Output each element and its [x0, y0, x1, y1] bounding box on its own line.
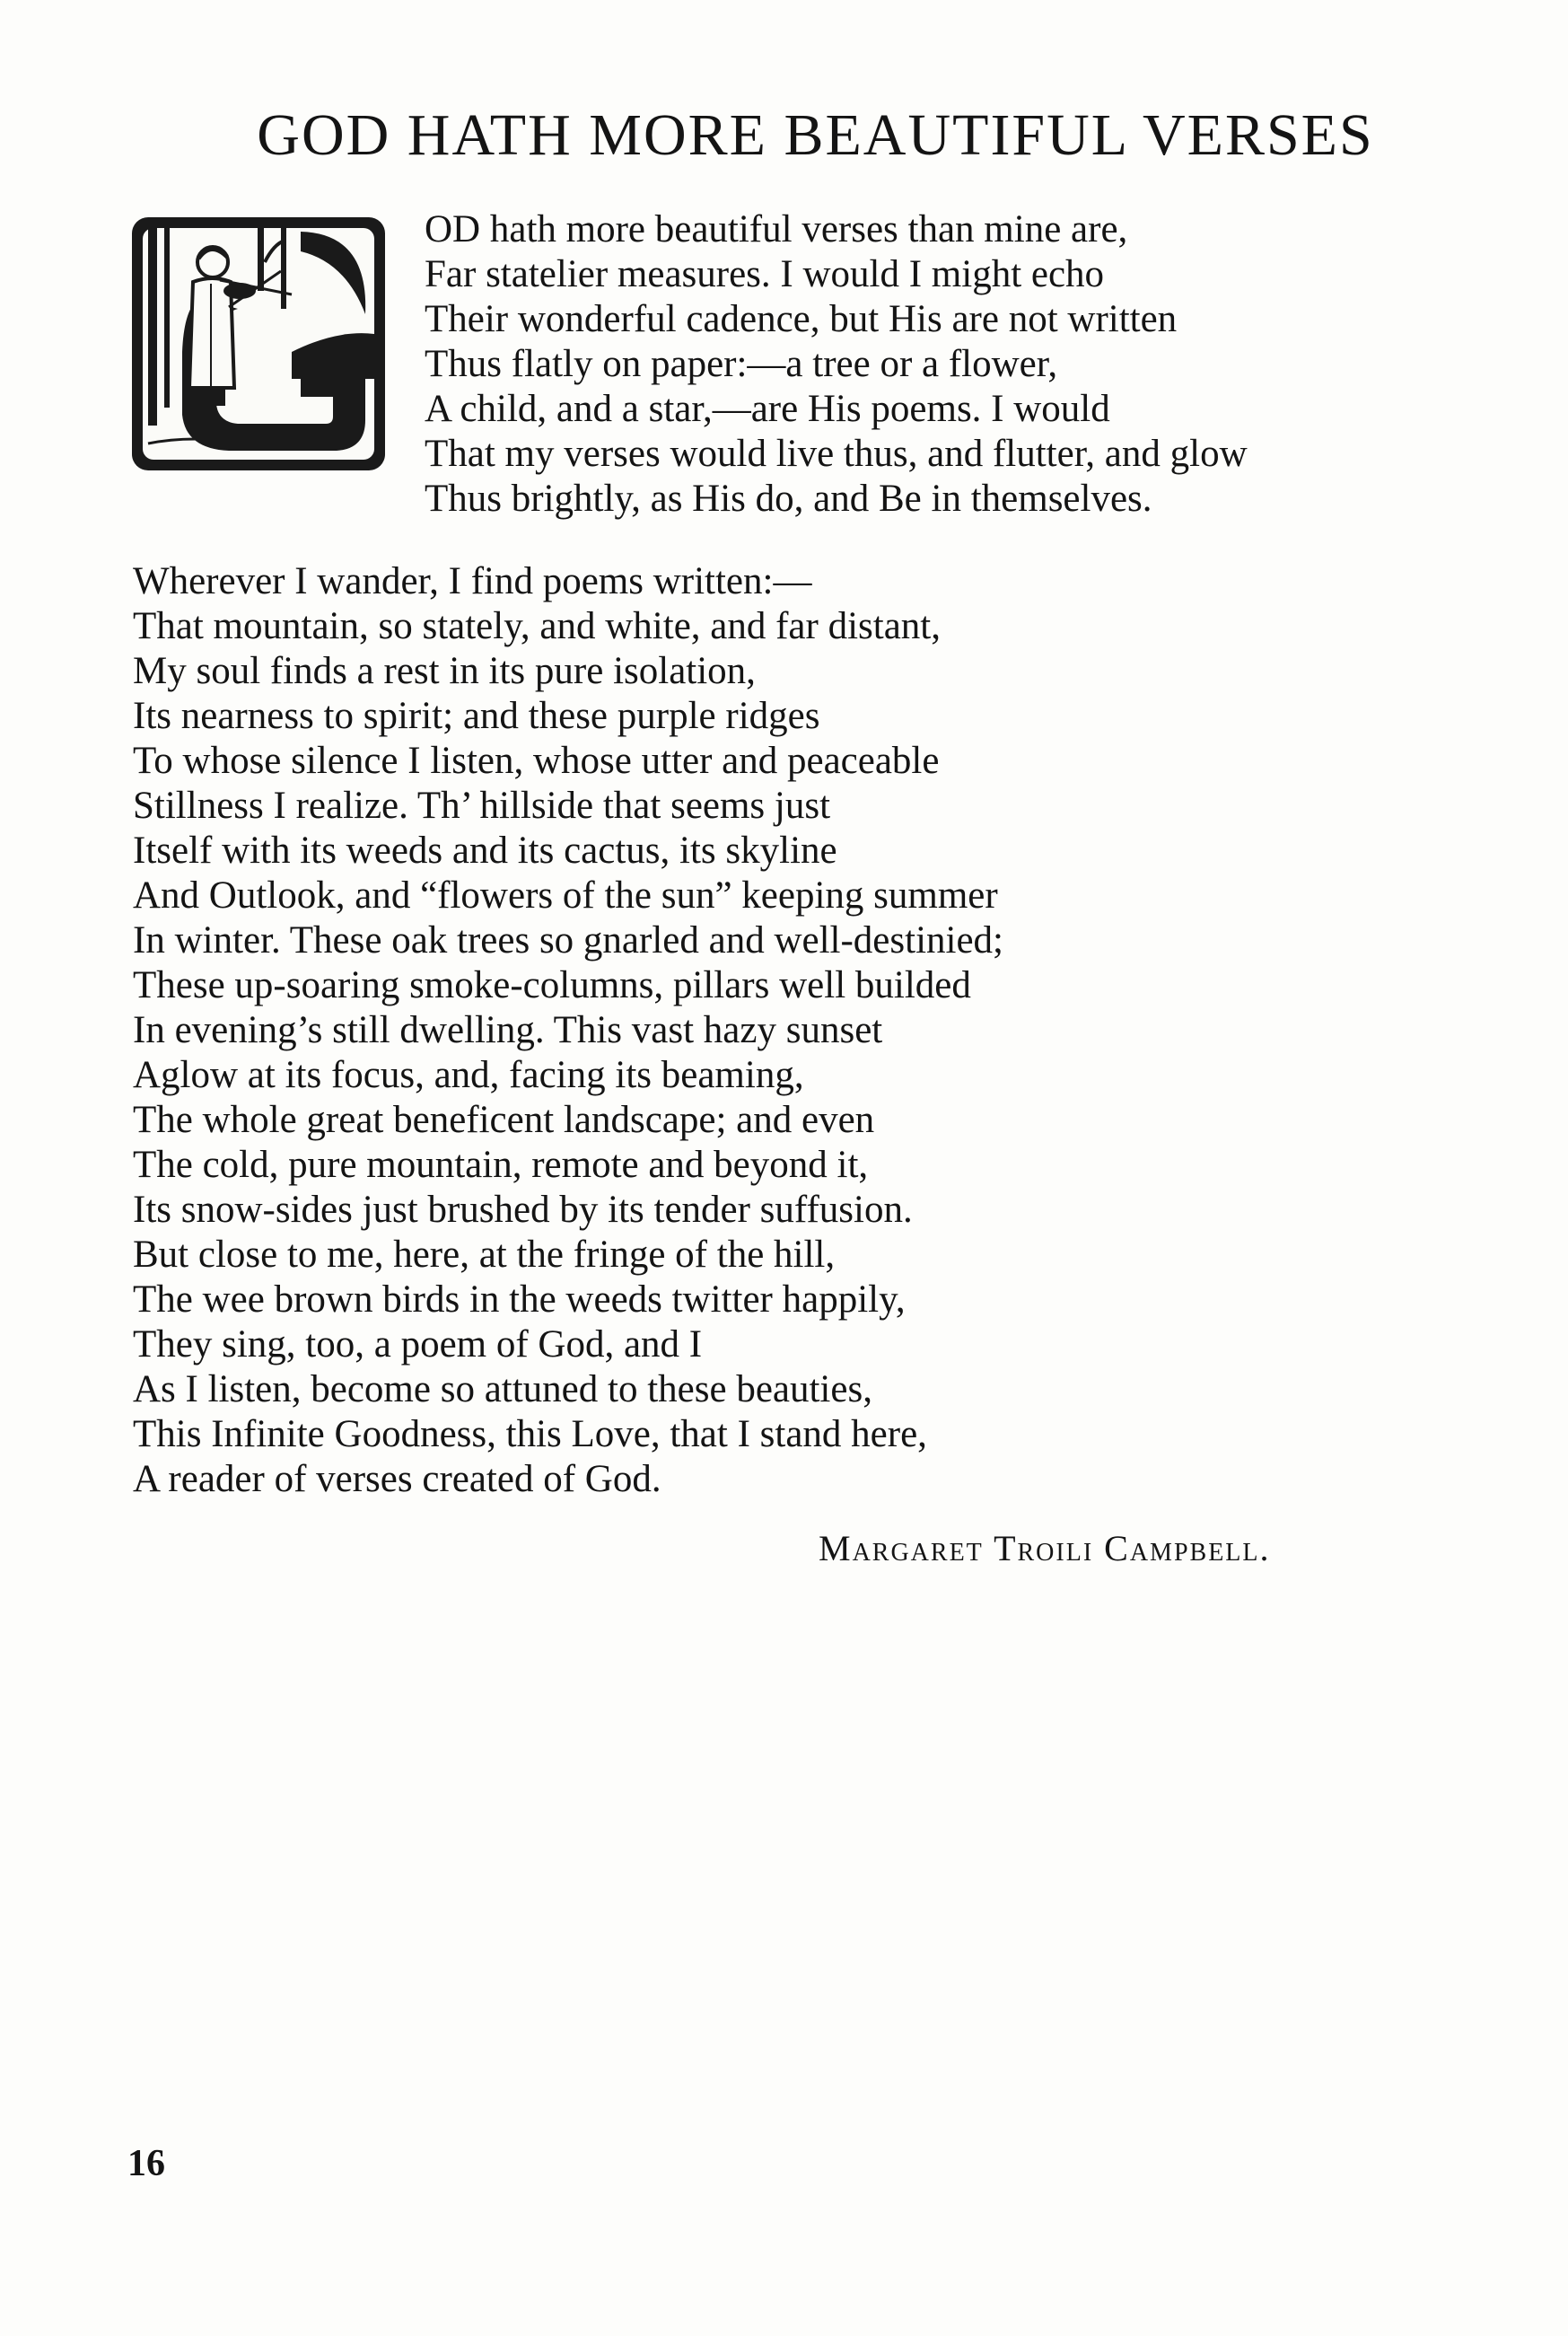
poem-line: That mountain, so stately, and white, and far distant, [133, 605, 941, 647]
poem-line: In winter. These oak trees so gnarled and well-destinied; [133, 919, 1003, 962]
poem-stanza-1 [425, 207, 1248, 522]
poem-line: A reader of verses created of God. [133, 1458, 661, 1500]
poem-line: Its snow-sides just brushed by its tender suffusion. [133, 1189, 913, 1231]
page-number: 16 [127, 2143, 165, 2184]
poem-line: These up-soaring smoke-columns, pillars well builded [133, 964, 971, 1006]
poem-line: Stillness I realize. Th’ hillside that seems just [133, 785, 831, 827]
poem-title: GOD HATH MORE BEAUTIFUL VERSES [257, 102, 1374, 168]
poem-line: As I listen, become so attuned to these beauties, [133, 1368, 872, 1410]
author-signature: Margaret Troili Campbell. [819, 1528, 1271, 1568]
poem-line: My soul finds a rest in its pure isolation, [133, 650, 756, 692]
violinist-illustration-icon [130, 208, 390, 473]
illuminated-initial [130, 208, 390, 473]
poem-line: OD hath more beautiful verses than mine are, [425, 208, 1128, 250]
poem-line: Wherever I wander, I find poems written:— [133, 560, 812, 602]
poem-line: The cold, pure mountain, remote and beyond it, [133, 1144, 869, 1186]
poem-line: Thus brightly, as His do, and Be in themselves. [425, 478, 1152, 520]
poem-line: That my verses would live thus, and flutter, and glow [425, 433, 1248, 475]
poem-line: Far statelier measures. I would I might echo [425, 253, 1105, 295]
poem-line: Its nearness to spirit; and these purple ridges [133, 695, 820, 737]
poem-line: Aglow at its focus, and, facing its beaming, [133, 1054, 804, 1096]
poem-line: Their wonderful cadence, but His are not written [425, 298, 1178, 340]
poem-line: The whole great beneficent landscape; and even [133, 1099, 875, 1141]
poem-line: To whose silence I listen, whose utter and peaceable [133, 740, 940, 782]
poem-line: A child, and a star,—are His poems. I would [425, 388, 1110, 430]
poem-line: They sing, too, a poem of God, and I [133, 1323, 703, 1366]
poem-line: But close to me, here, at the fringe of the hill, [133, 1234, 836, 1276]
poem-line: The wee brown birds in the weeds twitter happily, [133, 1278, 906, 1321]
poem-line: And Outlook, and “flowers of the sun” keeping summer [133, 874, 998, 917]
poem-stanza-2 [133, 559, 1003, 1502]
poem-line: Thus flatly on paper:—a tree or a flower, [425, 343, 1058, 385]
poem-line: In evening’s still dwelling. This vast hazy sunset [133, 1009, 883, 1051]
poem-line: This Infinite Goodness, this Love, that I stand here, [133, 1413, 927, 1455]
poem-line: Itself with its weeds and its cactus, its skyline [133, 830, 837, 872]
